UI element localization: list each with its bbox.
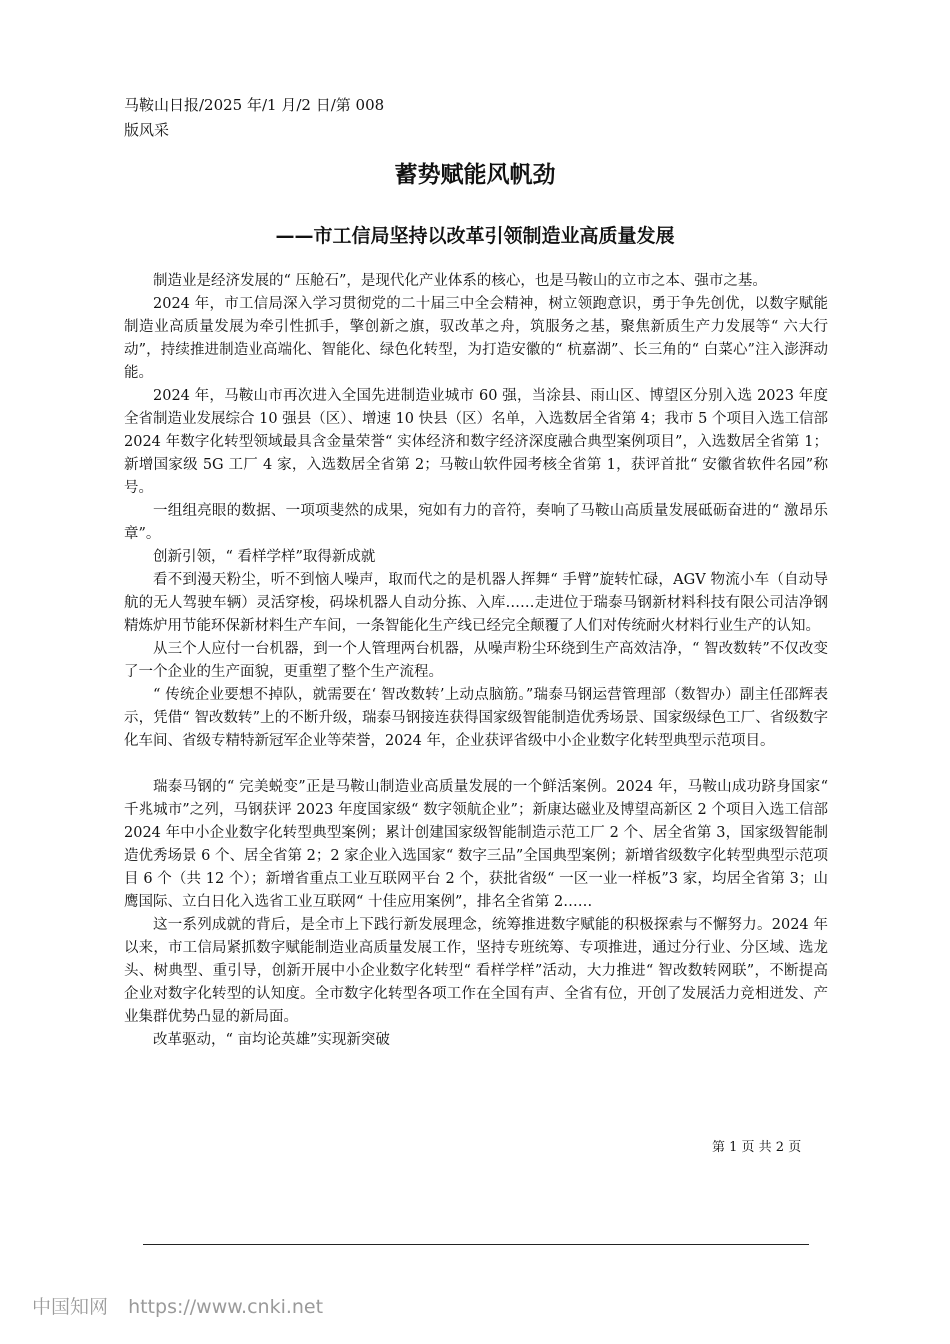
section-heading: 创新引领，“ 看样学样”取得新成就 xyxy=(153,549,376,565)
paragraph: 这一系列成就的背后，是全市上下践行新发展理念，统筹推进数字赋能的积极探索与不懈努力。2024 年以来，市工信局紧抓数字赋能制造业高质量发展工作，坚持专班统筹、专项推进，通过分行业、分区域、选龙头、树典型、重引导，创新开展中小企业数字化转型“ 看样学样”活动，大力推进“ 智改数转网联”，不断提高企业对数字化转型的认知度。全市数字化转型各项工作在全国有声、全省有位，开创了发展活力竞相迸发、产业集群优势凸显的新局面。 xyxy=(124,917,828,1025)
paragraph: 从三个人应付一台机器，到一个人管理两台机器，从噪声粉尘环绕到生产高效洁净，“ 智改数转”不仅改变了一个企业的生产面貌，更重塑了整个生产流程。 xyxy=(124,641,828,680)
article-subtitle: ——市工信局坚持以改革引领制造业高质量发展 xyxy=(275,225,675,247)
watermark xyxy=(32,1295,323,1319)
source-line-1: 马鞍山日报/2025 年/1 月/2 日/第 008 xyxy=(124,96,385,114)
paragraph: 2024 年，市工信局深入学习贯彻党的二十届三中全会精神，树立领跑意识，勇于争先创优，以数字赋能制造业高质量发展为牵引性抓手，擎创新之旗，驭改革之舟，筑服务之基，聚焦新质生产力发展等“ 六大行动”，持续推进制造业高端化、智能化、绿色化转型，为打造安徽的“ 杭嘉湖”、长三角的“ 白菜心”注入澎湃动能。 xyxy=(124,296,828,381)
footer-divider xyxy=(143,1244,809,1245)
page-number: 第 1 页 共 2 页 xyxy=(712,1140,802,1155)
source-info xyxy=(124,93,424,143)
article-title: 蓄势赋能风帆劲 xyxy=(394,162,556,188)
paragraph: 瑞泰马钢的“ 完美蜕变”正是马鞍山制造业高质量发展的一个鲜活案例。2024 年，马鞍山成功跻身国家“ 千兆城市”之列，马钢获评 2023 年度国家级“ 数字领航企业”；新康达磁业及博望高新区 2 个项目入选工信部 2024 年中小企业数字化转型典型案例；累计创建国家级智能制造示范工厂 2 个、居全省第 3，国家级智能制造优秀场景 6 个、居全省第 2；2 家企业入选国家“ 数字三品”全国典型案例；新增省级数字化转型典型示范项目 6 个（共 12 个）；新增省重点工业互联网平台 2 个，获批省级“ 一区一业一样板”3 家，均居全省第 3；山鹰国际、立白日化入选省工业互联网“ 十佳应用案例”，排名全省第 2…… xyxy=(124,779,828,910)
paragraph: 看不到漫天粉尘，听不到恼人噪声，取而代之的是机器人挥舞“ 手臂”旋转忙碌，AGV 物流小车（自动导航的无人驾驶车辆）灵活穿梭，码垛机器人自动分拣、入库……走进位于瑞泰马钢新材料科技有限公司洁净钢精炼炉用节能环保新材料生产车间，一条智能化生产线已经完全颠覆了人们对传统耐火材料行业生产的认知。 xyxy=(124,572,828,634)
paragraph: 2024 年，马鞍山市再次进入全国先进制造业城市 60 强，当涂县、雨山区、博望区分别入选 2023 年度全省制造业发展综合 10 强县（区）、增速 10 快县（区）名单，入选数居全省第 4；我市 5 个项目入选工信部 2024 年数字化转型领域最具含金量荣誉“ 实体经济和数字经济深度融合典型案例项目”，入选数居全省第 1；新增国家级 5G 工厂 4 家，入选数居全省第 2；马鞍山软件园考核全省第 1，获评首批“ 安徽省软件名园”称号。 xyxy=(124,388,828,496)
watermark-brand: 中国知网 xyxy=(32,1296,109,1318)
section-heading: 改革驱动，“ 亩均论英雄”实现新突破 xyxy=(153,1032,390,1048)
watermark-url: https://www.cnki.net xyxy=(128,1296,324,1318)
paragraph: 制造业是经济发展的“ 压舱石”，是现代化产业体系的核心，也是马鞍山的立市之本、强市之基。 xyxy=(153,273,767,289)
paragraph: “ 传统企业要想不掉队，就需要在‘ 智改数转’上动点脑筋。”瑞泰马钢运营管理部（数智办）副主任邵辉表示，凭借“ 智改数转”上的不断升级，瑞泰马钢接连获得国家级智能制造优秀场景、国家级绿色工厂、省级数字化车间、省级专精特新冠军企业等荣誉，2024 年，企业获评省级中小企业数字化转型典型示范项目。 xyxy=(124,687,828,749)
source-line-2: 版风采 xyxy=(124,121,170,139)
article-body xyxy=(124,270,828,1052)
paragraph: 一组组亮眼的数据、一项项斐然的成果，宛如有力的音符，奏响了马鞍山高质量发展砥砺奋进的“ 激昂乐章”。 xyxy=(124,503,828,542)
